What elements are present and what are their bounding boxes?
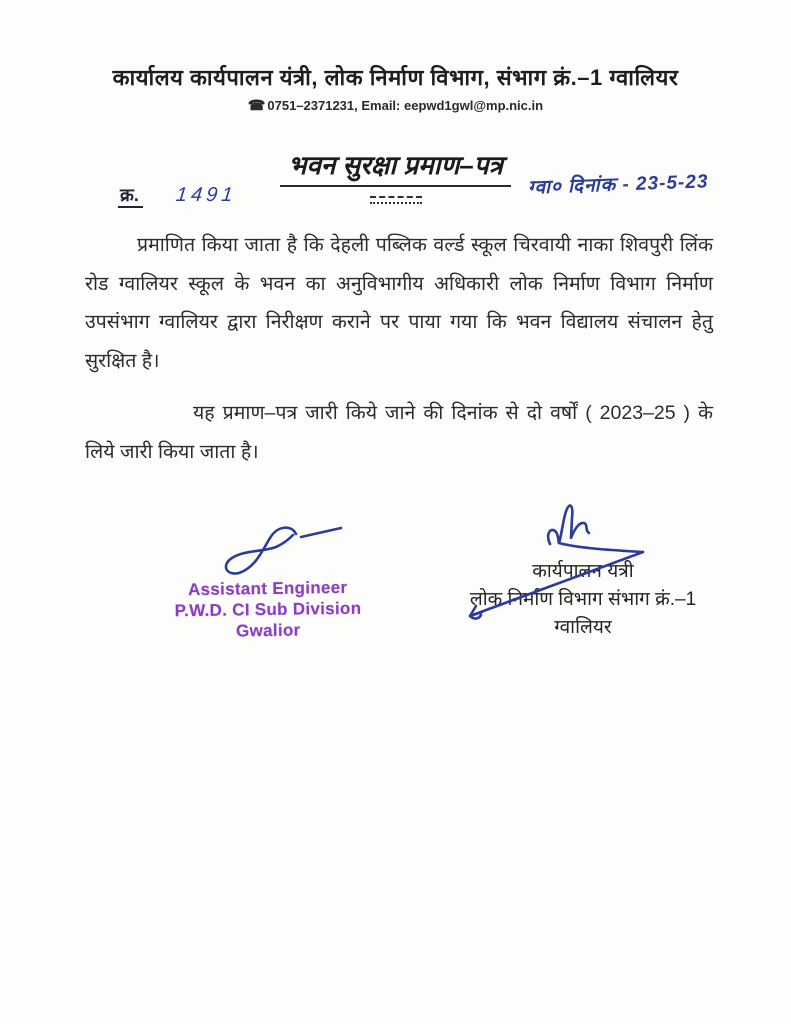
- left-signature-block: [158, 520, 378, 641]
- reference-number-handwritten: 1491: [174, 184, 238, 206]
- stamp-line-city: Gwalior: [235, 620, 301, 641]
- letterhead-office-name: कार्यालय कार्यपालन यंत्री, लोक निर्माण विभाग, संभाग क्रं.–1 ग्वालियर: [112, 65, 679, 90]
- designation-office: लोक निर्माण विभाग संभाग क्रं.–1: [469, 589, 697, 610]
- letterhead-contact-line: [0, 97, 791, 114]
- date-handwritten: ग्वा० दिनांक - 23-5-23: [527, 171, 709, 199]
- left-signature-ink-icon: [183, 520, 353, 582]
- body-paragraph-2: यह प्रमाण–पत्र जारी किये जाने की दिनांक से दो वर्षों ( 2023–25 ) के लिये जारी किया जाता है।: [85, 402, 713, 463]
- dash-separator: [370, 196, 422, 204]
- reference-label: क्र.: [118, 185, 143, 208]
- certificate-title: भवन सुरक्षा प्रमाण–पत्र: [280, 146, 511, 187]
- certificate-body: [85, 226, 713, 471]
- telephone-icon: ☎: [247, 97, 266, 113]
- stamp-text: [158, 576, 379, 642]
- right-signature-block: [438, 496, 728, 642]
- designation-title: कार्यपालन यंत्री: [532, 561, 634, 582]
- body-paragraph-1: प्रमाणित किया जाता है कि देहली पब्लिक वर्ल्ड स्कूल चिरवायी नाका शिवपुरी लिंक रोड ग्वालियर स्कूल के भवन का अनुविभागीय अधिकारी लोक निर्माण विभाग निर्माण उपसंभाग ग्वालियर द्वारा निरीक्षण कराने पर पाया गया कि भवन विद्यालय संचालन हेतु सुरक्षित है।: [85, 234, 713, 372]
- stamp-line-designation: Assistant Engineer: [187, 577, 348, 600]
- right-designation-text: [438, 496, 728, 642]
- designation-city: ग्वालियर: [554, 617, 612, 638]
- stamp-line-office: P.W.D. CI Sub Division: [174, 598, 362, 621]
- contact-text: 0751–2371231, Email: eepwd1gwl@mp.nic.in: [267, 98, 544, 113]
- reference-row: [118, 183, 236, 207]
